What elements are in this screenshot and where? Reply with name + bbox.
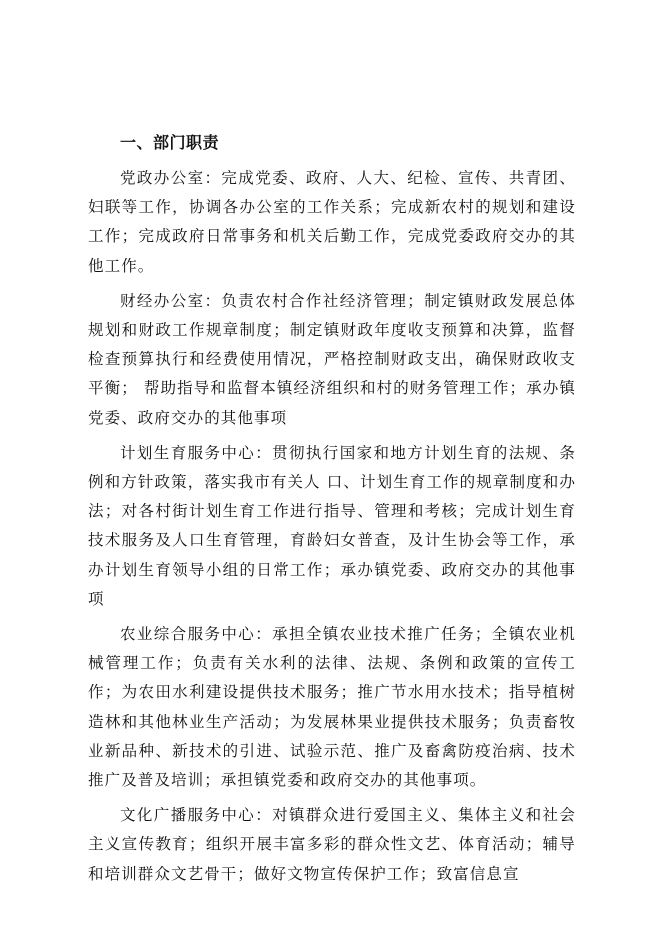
paragraph-agriculture-center: 农业综合服务中心：承担全镇农业技术推广任务；全镇农业机械管理工作；负责有关水利的法律、法规、条例和政策的宣传工作；为农田水利建设提供技术服务；推广节水用水技术；指导植树造林和其他林业生产活动；为发展林果业提供技术服务；负责畜牧业新品种、新技术的引进、试验示范、推广及畜禽防疫治病、技术推广及普及培训；承担镇党委和政府交办的其他事项。 [88, 625, 576, 790]
paragraph-family-planning-center: 计划生育服务中心：贯彻执行国家和地方计划生育的法规、条例和方针政策，落实我市有关人 口、计划生育工作的规章制度和办法；对各村街计划生育工作进行指导、管理和考核；完成计划生育技术服务及人口生育管理，育龄妇女普查，及计生协会等工作，承办计划生育领导小组的日常工作；承办镇党委、政府交办的其他事项 [88, 443, 576, 608]
section-heading: 一、部门职责 [120, 133, 220, 152]
paragraph-party-office: 党政办公室：完成党委、政府、人大、纪检、宣传、共青团、妇联等工作，协调各办公室的工作关系；完成新农村的规划和建设工作；完成政府日常事务和机关后勤工作，完成党委政府交办的其他工作。 [88, 169, 576, 275]
document-body [88, 128, 576, 895]
paragraph-culture-broadcast-center: 文化广播服务中心：对镇群众进行爱国主义、集体主义和社会主义宣传教育；组织开展丰富多彩的群众性文艺、体育活动；辅导和培训群众文艺骨干；做好文物宣传保护工作；致富信息宣 [88, 806, 576, 883]
paragraph-finance-office: 财经办公室：负责农村合作社经济管理；制定镇财政发展总体规划和财政工作规章制度；制定镇财政年度收支预算和决算，监督检查预算执行和经费使用情况，严格控制财政支出，确保财政收支平衡； 帮助指导和监督本镇经济组织和村的财务管理工作；承办镇党委、政府交办的其他事项 [88, 291, 576, 427]
